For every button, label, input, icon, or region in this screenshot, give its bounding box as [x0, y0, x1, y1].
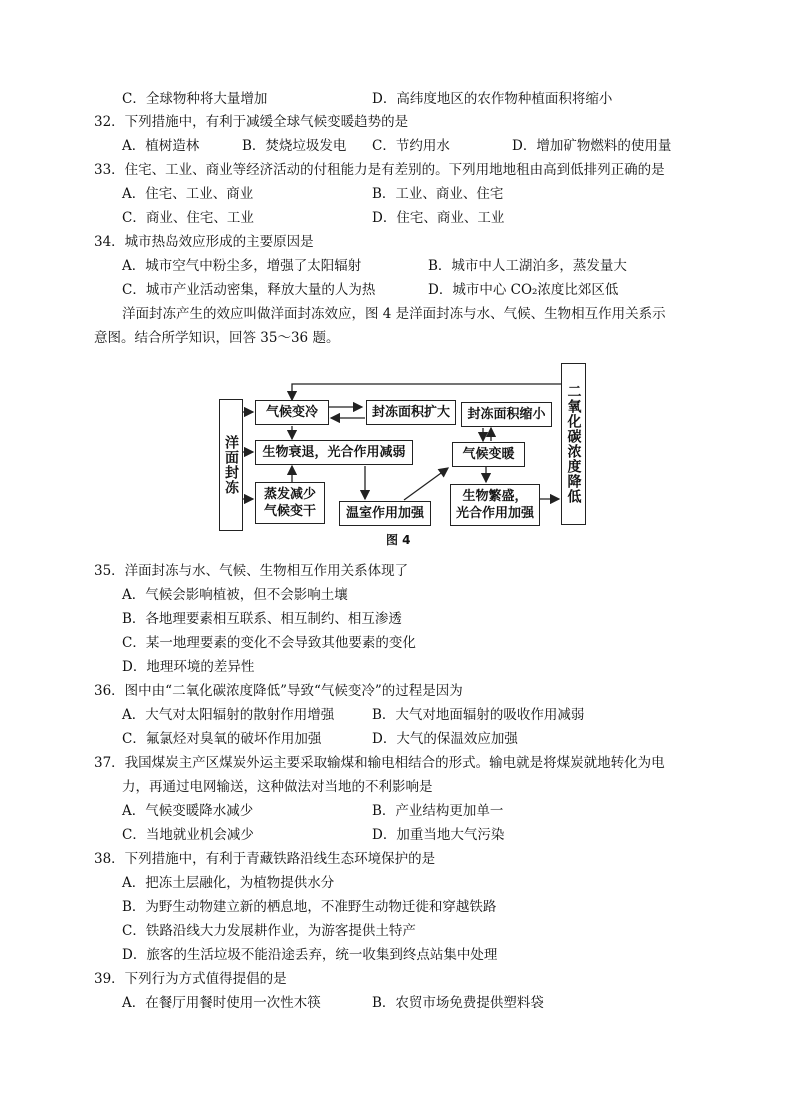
bio-thrive-line-1: 生物繁盛， [462, 489, 528, 504]
q38-option-d: D．旅客的生活垃圾不能沿途丢弃，统一收集到终点站集中处理 [122, 947, 498, 963]
q39-option-b: B．农贸市场免费提供塑料袋 [372, 995, 544, 1011]
q32-option-d: D．增加矿物燃料的使用量 [512, 138, 672, 154]
box-greenhouse: 温室作用加强 [339, 501, 431, 526]
q34-option-c: C．城市产业活动密集，释放大量的人为热 [122, 282, 376, 298]
box-bio-thrive [450, 484, 540, 526]
box-freeze-expand: 封冻面积扩大 [366, 400, 456, 425]
q33-option-c: C．商业、住宅、工业 [122, 210, 254, 226]
q33-option-a: A．住宅、工业、商业 [122, 186, 254, 202]
box-co2-decrease: 二氧化碳浓度降低 [561, 363, 586, 525]
q34-option-b: B．城市中人工湖泊多，蒸发量大 [428, 258, 627, 274]
q32-option-c: C．节约用水 [372, 138, 450, 154]
q39-option-a: A．在餐厅用餐时使用一次性木筷 [122, 995, 321, 1011]
q36-option-d: D．大气的保温效应加强 [372, 731, 518, 747]
q35-option-a: A．气候会影响植被，但不会影响土壤 [122, 587, 348, 603]
q36-option-b: B．大气对地面辐射的吸收作用减弱 [372, 707, 585, 723]
q31-option-c: C．全球物种将大量增加 [122, 91, 268, 107]
q34-option-a: A．城市空气中粉尘多，增强了太阳辐射 [122, 258, 362, 274]
q39-stem: 39．下列行为方式值得提倡的是 [94, 971, 287, 987]
intro-line-1: 洋面封冻产生的效应叫做洋面封冻效应，图 4 是洋面封冻与水、气候、生物相互作用关系示 [122, 306, 666, 322]
q37-stem-line-1: 37．我国煤炭主产区煤炭外运主要采取输煤和输电相结合的形式。输电就是将煤炭就地转化为电 [94, 755, 665, 771]
q38-stem: 38．下列措施中，有利于青藏铁路沿线生态环境保护的是 [94, 851, 436, 867]
box-climate-cooling: 气候变冷 [255, 400, 329, 425]
q37-stem-line-2: 力，再通过电网输送，这种做法对当地的不利影响是 [122, 779, 433, 795]
evap-reduce-line-1: 蒸发减少 [263, 487, 316, 502]
intro-line-2: 意图。结合所学知识，回答 35～36 题。 [94, 330, 340, 346]
q36-option-a: A．大气对太阳辐射的散射作用增强 [122, 707, 335, 723]
arrow-greenhouse-to-warming [404, 468, 448, 500]
q33-option-d: D．住宅、商业、工业 [372, 210, 505, 226]
box-evap-reduce [255, 482, 325, 524]
q38-option-a: A．把冻土层融化，为植物提供水分 [122, 875, 335, 891]
box-climate-warming: 气候变暖 [452, 442, 525, 467]
figure-caption: 图 4 [386, 533, 411, 547]
q35-option-b: B．各地理要素相互联系、相互制约、相互渗透 [122, 611, 402, 627]
q37-option-a: A．气候变暖降水减少 [122, 803, 254, 819]
box-freeze-shrink: 封冻面积缩小 [461, 402, 552, 427]
q38-option-b: B．为野生动物建立新的栖息地，不准野生动物迁徙和穿越铁路 [122, 899, 497, 915]
q37-option-c: C．当地就业机会减少 [122, 827, 254, 843]
q32-option-b: B．焚烧垃圾发电 [242, 138, 347, 154]
q32-option-a: A．植树造林 [122, 138, 200, 154]
q35-stem: 35．洋面封冻与水、气候、生物相互作用关系体现了 [94, 563, 409, 579]
q34-option-d: D．城市中心 CO₂浓度比郊区低 [428, 282, 619, 298]
box-ocean-freeze: 洋面封冻 [219, 399, 243, 531]
q31-option-d: D．高纬度地区的农作物种植面积将缩小 [372, 91, 613, 107]
q37-option-b: B．产业结构更加单一 [372, 803, 504, 819]
q33-option-b: B．工业、商业、住宅 [372, 186, 504, 202]
q36-stem: 36．图中由“二氧化碳浓度降低”导致“气候变冷”的过程是因为 [94, 683, 463, 699]
q34-stem: 34．城市热岛效应形成的主要原因是 [94, 234, 314, 250]
arrow-co2-to-cooling [292, 384, 561, 400]
q35-option-d: D．地理环境的差异性 [122, 659, 255, 675]
q32-stem: 32．下列措施中，有利于减缓全球气候变暖趋势的是 [94, 114, 409, 130]
bio-thrive-line-2: 光合作用加强 [455, 506, 534, 521]
q33-stem: 33．住宅、工业、商业等经济活动的付租能力是有差别的。下列用地地租由高到低排列正确的是 [94, 162, 665, 178]
q35-option-c: C．某一地理要素的变化不会导致其他要素的变化 [122, 635, 416, 651]
q37-option-d: D．加重当地大气污染 [372, 827, 505, 843]
q36-option-c: C．氟氯烃对臭氧的破坏作用加强 [122, 731, 322, 747]
box-bio-decline: 生物衰退，光合作用减弱 [255, 440, 413, 465]
q38-option-c: C．铁路沿线大力发展耕作业，为游客提供土特产 [122, 923, 416, 939]
evap-reduce-line-2: 气候变干 [263, 504, 316, 519]
